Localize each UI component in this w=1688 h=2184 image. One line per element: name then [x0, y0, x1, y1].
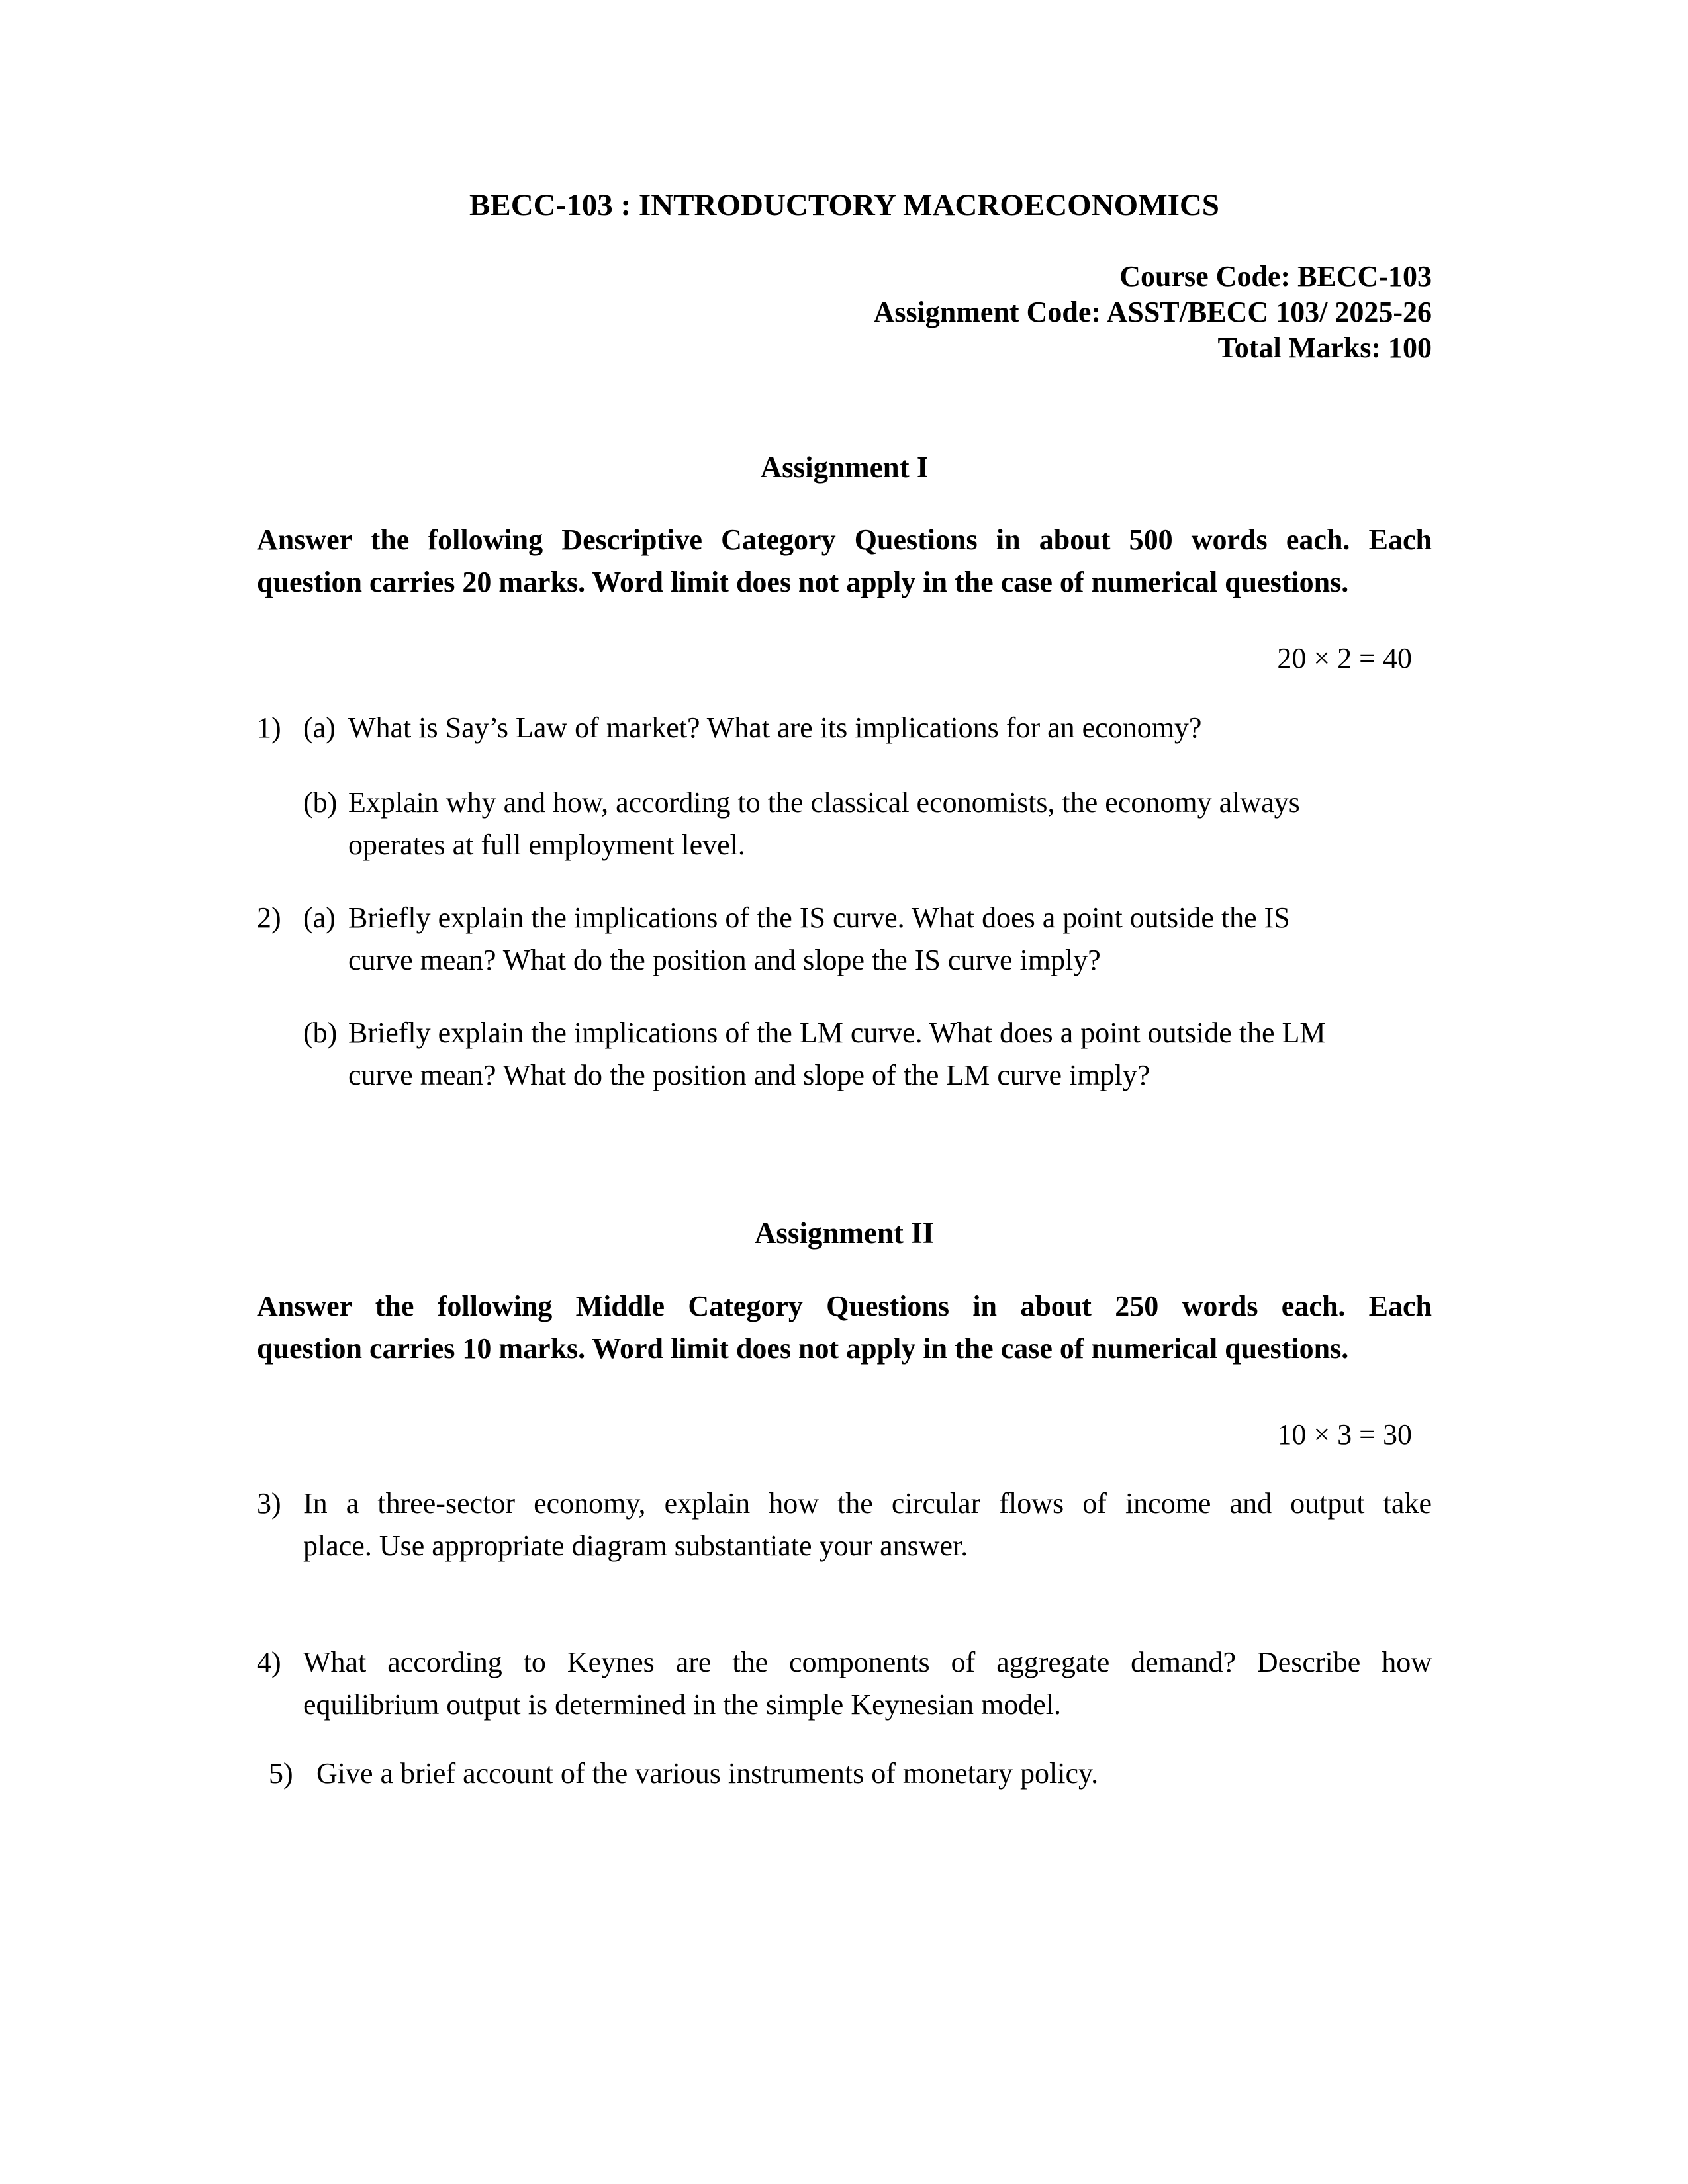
question-3-row: [257, 1482, 1432, 1567]
question-line: curve mean? What do the position and slope the IS curve imply?: [348, 944, 1101, 976]
document-title: BECC-103 : INTRODUCTORY MACROECONOMICS: [469, 188, 1219, 222]
question-line: Briefly explain the implications of the LM curve. What does a point outside the LM: [348, 1017, 1326, 1049]
question-text: [348, 707, 1432, 749]
assignment-1-instructions: [257, 519, 1432, 604]
header-codes-block: [257, 259, 1432, 366]
question-5-row: [257, 1752, 1432, 1795]
question-line: equilibrium output is determined in the simple Keynesian model.: [303, 1688, 1062, 1721]
assignment-2-marks-formula: 10 × 3 = 30: [1277, 1418, 1412, 1451]
question-line: What according to Keynes are the components of aggregate demand? Describe how: [303, 1646, 1432, 1678]
question-line: operates at full employment level.: [348, 829, 745, 861]
question-part-label: (b): [303, 1017, 338, 1049]
question-text: [303, 1482, 1432, 1567]
assignment-1-heading: Assignment I: [760, 451, 929, 484]
question-line: Briefly explain the implications of the IS curve. What does a point outside the IS: [348, 901, 1290, 934]
question-line: In a three-sector economy, explain how the circular flows of income and output take: [303, 1487, 1432, 1520]
question-part-label: (b): [303, 786, 338, 819]
question-line: What is Say’s Law of market? What are its implications for an economy?: [348, 711, 1202, 744]
question-number: 2): [257, 901, 281, 934]
question-2a-row: [257, 897, 1432, 981]
question-2b-row: [257, 1012, 1432, 1097]
question-part-label: (a): [303, 901, 336, 934]
question-1b-row: [257, 782, 1432, 866]
instructions-line: question carries 10 marks. Word limit does not apply in the case of numerical questions.: [257, 1332, 1349, 1365]
question-number: 4): [257, 1646, 281, 1678]
assignment-1-marks-formula: 20 × 2 = 40: [1277, 642, 1412, 674]
assignment-2-heading: Assignment II: [754, 1216, 935, 1250]
course-code-line: Course Code: BECC-103: [1119, 260, 1432, 293]
question-part-label: (a): [303, 711, 336, 744]
total-marks-line: Total Marks: 100: [1217, 332, 1432, 364]
question-line: place. Use appropriate diagram substantiate your answer.: [303, 1529, 968, 1562]
assignment-2-instructions: [257, 1285, 1432, 1370]
question-number: 5): [269, 1757, 293, 1790]
question-line: Give a brief account of the various instruments of monetary policy.: [316, 1757, 1099, 1790]
instructions-line: Answer the following Middle Category Questions in about 250 words each. Each: [257, 1290, 1432, 1322]
question-text: [303, 1641, 1432, 1726]
instructions-line: question carries 20 marks. Word limit does not apply in the case of numerical questions.: [257, 566, 1349, 598]
question-number: 1): [257, 711, 281, 744]
question-text: [348, 1012, 1432, 1097]
assignment-code-line: Assignment Code: ASST/BECC 103/ 2025-26: [873, 296, 1432, 328]
question-line: Explain why and how, according to the classical economists, the economy always: [348, 786, 1300, 819]
question-1a-row: [257, 707, 1432, 749]
question-line: curve mean? What do the position and slope of the LM curve imply?: [348, 1059, 1150, 1091]
question-text: [348, 782, 1432, 866]
instructions-line: Answer the following Descriptive Category Questions in about 500 words each. Each: [257, 523, 1432, 556]
question-text: [316, 1752, 1432, 1795]
question-4-row: [257, 1641, 1432, 1726]
question-number: 3): [257, 1487, 281, 1520]
question-text: [348, 897, 1432, 981]
